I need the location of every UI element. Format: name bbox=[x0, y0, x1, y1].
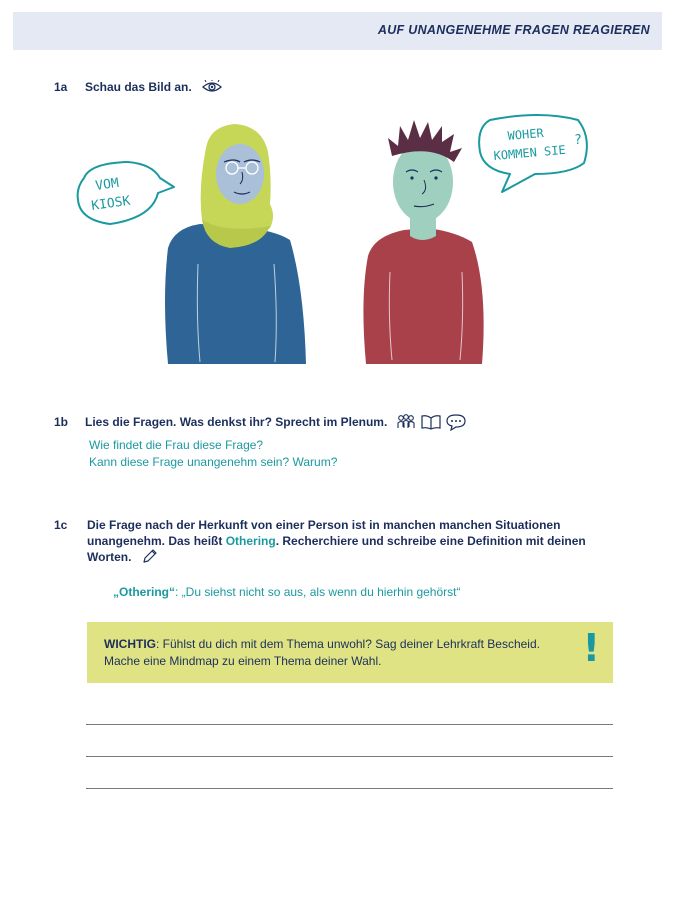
illustration-two-people bbox=[70, 108, 600, 370]
task-1b-instruction: Lies die Fragen. Was denkst ihr? Sprecht im Plenum. bbox=[85, 415, 388, 429]
task-1b-question-1: Wie findet die Frau diese Frage? bbox=[89, 438, 264, 452]
speech-left-line1: VOM bbox=[94, 175, 120, 194]
important-notice bbox=[87, 622, 613, 683]
notice-line-2: Mache eine Mindmap zu einem Thema deiner Wahl. bbox=[104, 654, 382, 668]
task-1c-line-1: Die Frage nach der Herkunft von einer Person ist in manchen manchen Situationen bbox=[87, 518, 561, 532]
task-1a-instruction: Schau das Bild an. bbox=[85, 80, 192, 94]
woman-figure bbox=[165, 124, 306, 364]
task-1c-line-2-b: . Recherchiere und schreibe eine Definition mit deinen bbox=[275, 534, 586, 548]
task-1c-number: 1c bbox=[54, 518, 68, 532]
man-figure bbox=[363, 120, 483, 364]
group-icon bbox=[396, 414, 416, 430]
speech-right-line2: KOMMEN SIE bbox=[493, 142, 567, 163]
quote-term: „Othering“ bbox=[113, 585, 175, 599]
othering-term: Othering bbox=[225, 534, 276, 548]
task-1b-number: 1b bbox=[54, 415, 69, 429]
notice-line-1 bbox=[104, 636, 540, 653]
speech-right-line1: WOHER bbox=[507, 125, 545, 143]
othering-quote bbox=[113, 585, 460, 599]
task-1c-line-2-a: unangenehm. Das heißt bbox=[87, 534, 226, 548]
task-1a-number: 1a bbox=[54, 80, 68, 94]
task-1c-instruction bbox=[87, 517, 607, 565]
answer-line-1[interactable] bbox=[86, 724, 613, 725]
quote-definition: : „Du siehst nicht so aus, als wenn du hierhin gehörst“ bbox=[175, 585, 461, 599]
task-1c-line-2 bbox=[87, 533, 607, 549]
speech-bubble-icon bbox=[446, 414, 466, 431]
page-title: AUF UNANGENEHME FRAGEN REAGIEREN bbox=[377, 23, 650, 37]
pencil-icon bbox=[142, 548, 158, 564]
notice-text-1: : Fühlst du dich mit dem Thema unwohl? Sag deiner Lehrkraft Bescheid. bbox=[156, 637, 540, 651]
answer-line-2[interactable] bbox=[86, 756, 613, 757]
task-1c-line-3: Worten. bbox=[87, 550, 132, 564]
speech-left-line2: KIOSK bbox=[90, 193, 132, 214]
book-icon bbox=[421, 415, 441, 430]
eye-icon bbox=[201, 80, 223, 94]
notice-text bbox=[104, 636, 540, 670]
speech-bubble-right bbox=[479, 115, 587, 192]
notice-label: WICHTIG bbox=[104, 637, 156, 651]
speech-right-qmark: ? bbox=[574, 133, 582, 148]
speech-bubble-left bbox=[78, 162, 174, 224]
task-1b-question-2: Kann diese Frage unangenehm sein? Warum? bbox=[89, 455, 338, 469]
exclamation-icon: ! bbox=[582, 626, 600, 670]
answer-line-3[interactable] bbox=[86, 788, 613, 789]
page-header bbox=[13, 12, 662, 50]
